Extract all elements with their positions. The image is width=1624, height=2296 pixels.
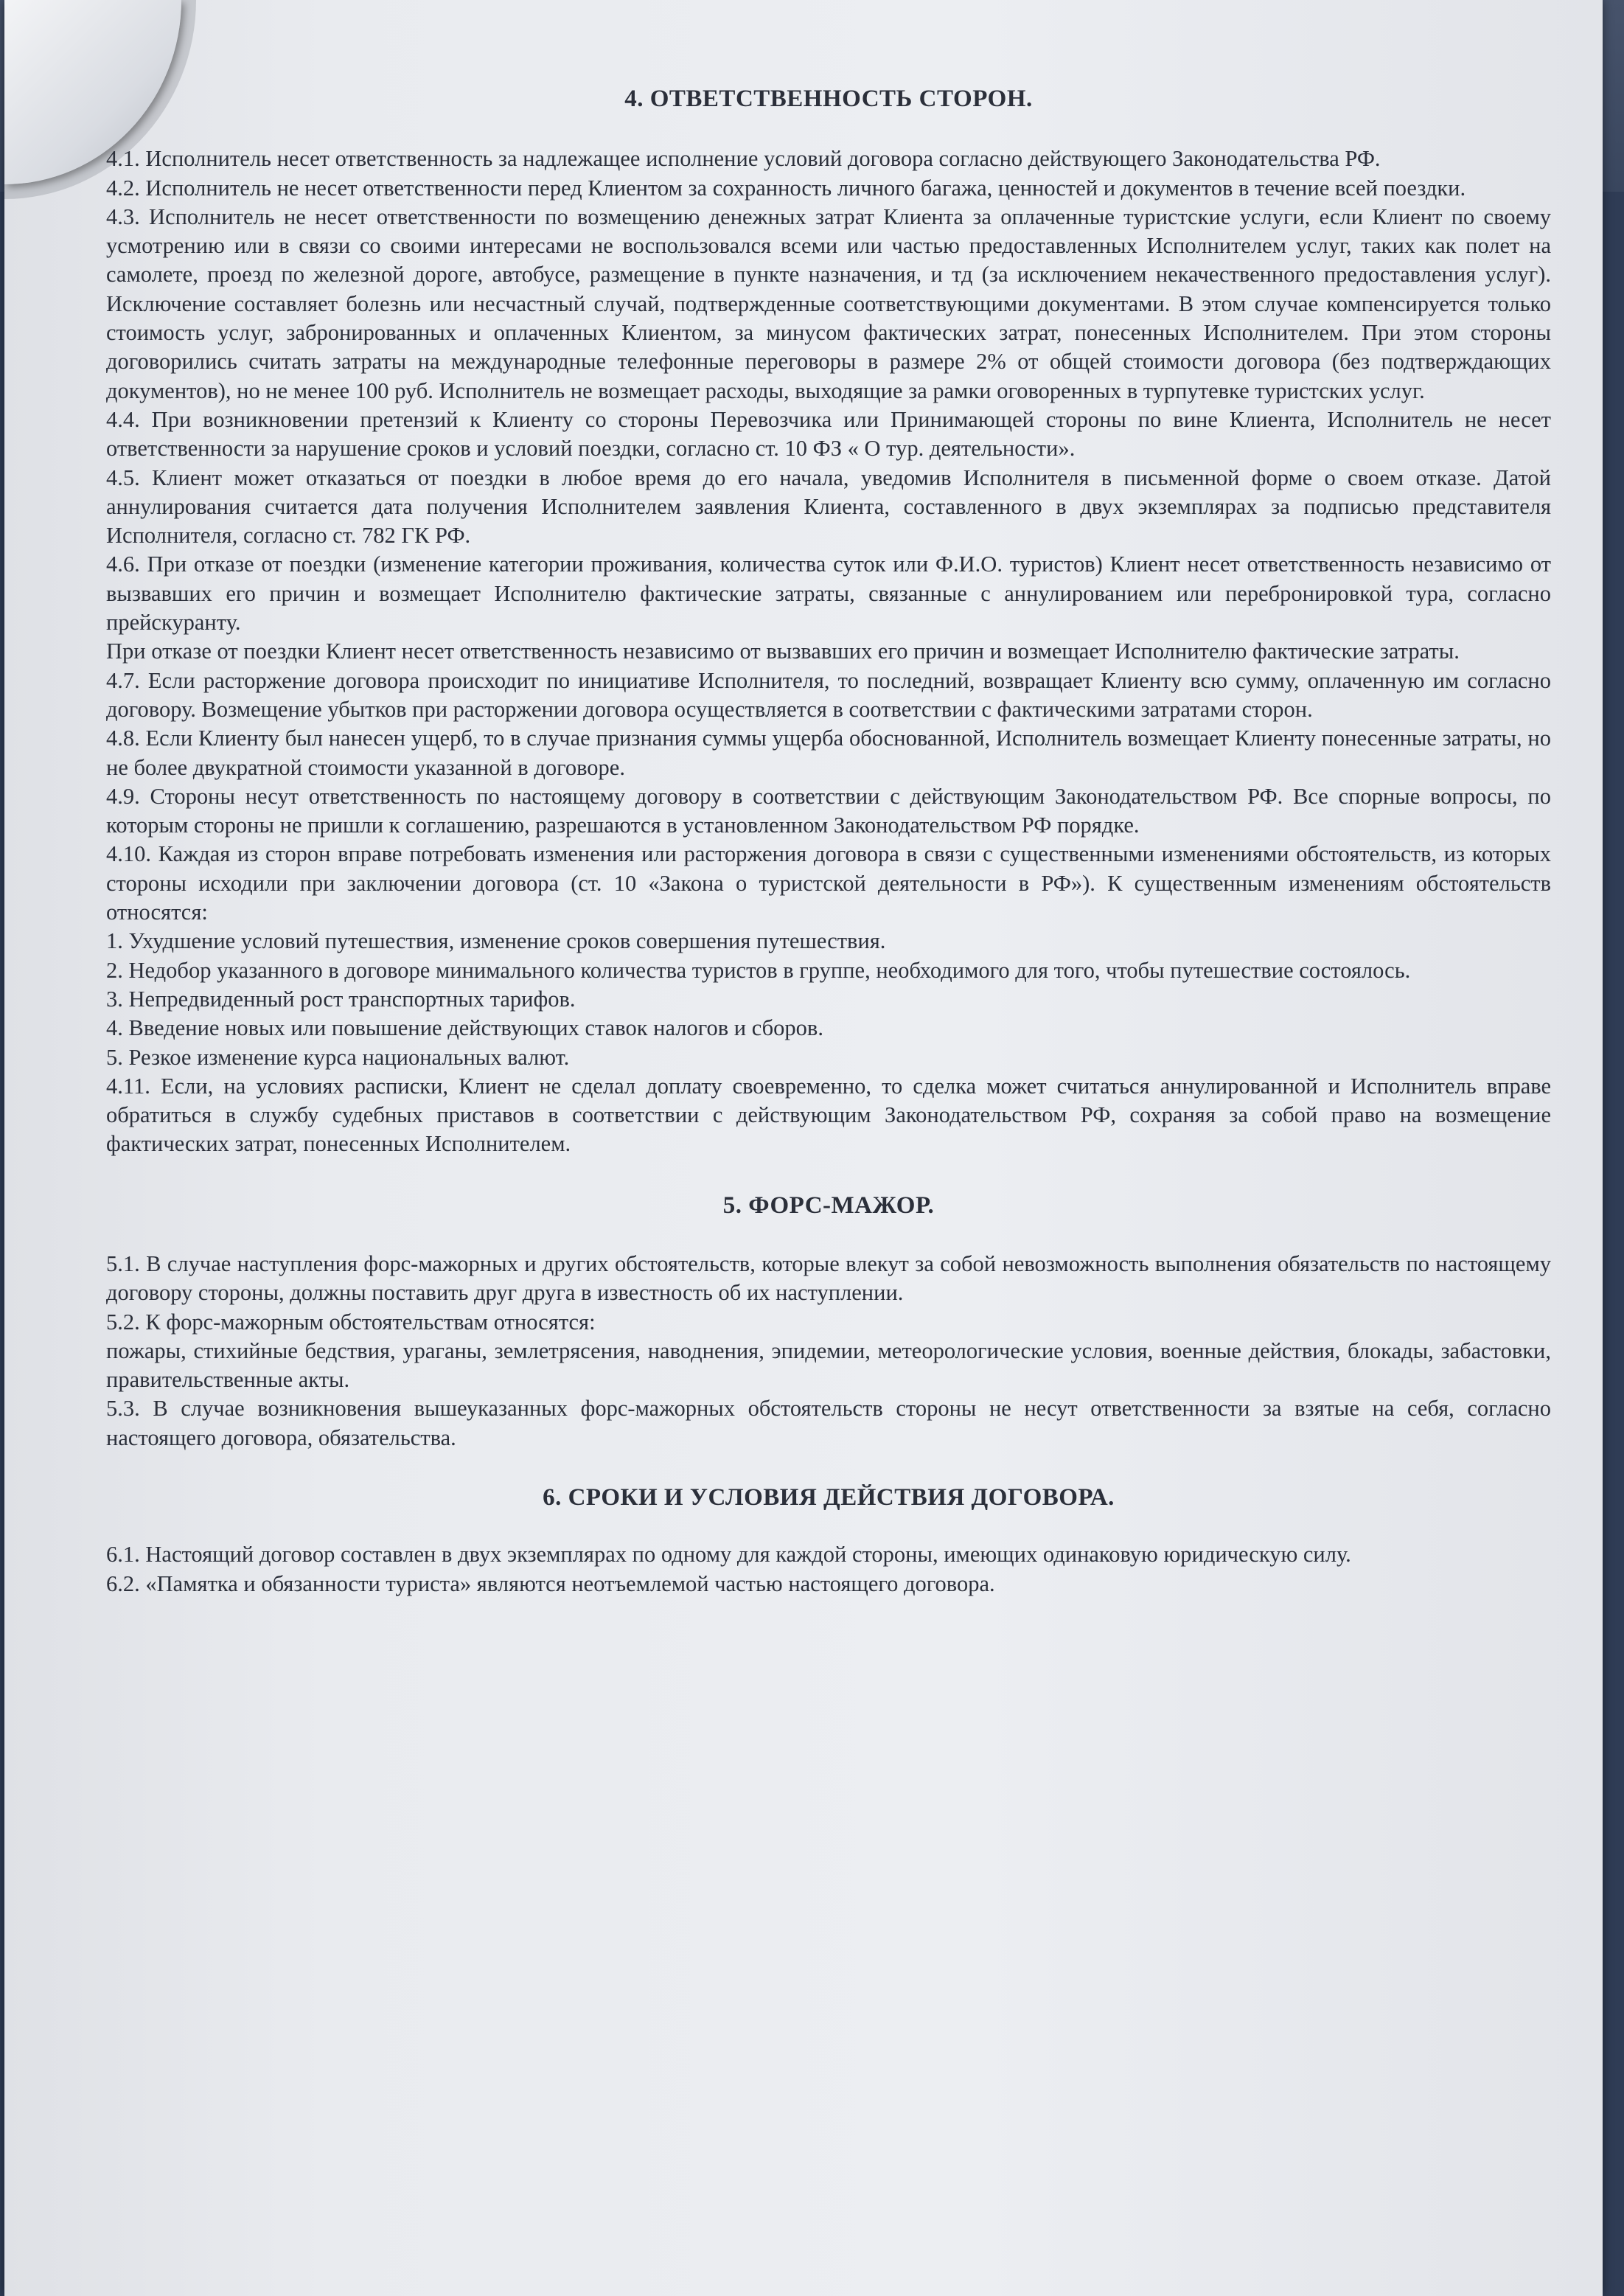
- clause-5-2-list: пожары, стихийные бедствия, ураганы, землетрясения, наводнения, эпидемии, метеорологические условия, военные действия, блокады, забастовки, правительственные акты.: [106, 1337, 1551, 1393]
- clause-6-2: 6.2. «Памятка и обязанности туриста» являются неотъемлемой частью настоящего договора.: [106, 1570, 995, 1596]
- clause-4-6: 4.6. При отказе от поездки (изменение категории проживания, количества суток или Ф.И.О. туристов) Клиент несет ответственность независимо от вызвавших его причин и возмещает Исполнителю фактические затраты, связанные с аннулированием или перебронировкой тура, согласно прейскуранту.: [106, 552, 1551, 636]
- list-item-3: 3. Непредвиденный рост транспортных тарифов.: [106, 986, 576, 1012]
- clause-5-1: 5.1. В случае наступления форс-мажорных и других обстоятельств, которые влекут за собой невозможность выполнения обязательств по настоящему договору стороны, должны поставить друг друга в известность об их наступлении.: [106, 1250, 1551, 1306]
- clause-6-1: 6.1. Настоящий договор составлен в двух экземплярах по одному для каждой стороны, имеющих одинаковую юридическую силу.: [106, 1542, 1351, 1568]
- clause-4-3: 4.3. Исполнитель не несет ответственности по возмещению денежных затрат Клиента за оплаченные туристские услуги, если Клиент по своему усмотрению или в связи со своими интересами не воспользовался всеми или частью предоставленных Исполнителем услуг, таких как полет на самолете, проезд по железной дороге, автобусе, размещение в пункте назначения, и тд (за исключением некачественного предоставления услуг). Исключение составляет болезнь или несчастный случай, подтвержденные соответствующими документами. В этом случае компенсируется только стоимость услуг, забронированных и оплаченных Клиентом, за минусом фактических затрат, понесенных Исполнителем. При этом стороны договорились считать затраты на международные телефонные переговоры в размере 2% от общей стоимости договора (без подтверждающих документов), но не менее 100 руб. Исполнитель не возмещает расходы, выходящие за рамки оговоренных в турпутевке туристских услуг.: [106, 203, 1551, 403]
- clause-4-4: 4.4. При возникновении претензий к Клиенту со стороны Перевозчика или Принимающей стороны по вине Клиента, Исполнитель не несет ответственности за нарушение сроков и условий поездки, согласно ст. 10 ФЗ « О тур. деятельности».: [106, 406, 1551, 462]
- clause-4-2: 4.2. Исполнитель не несет ответственности перед Клиентом за сохранность личного багажа, ценностей и документов в течение всей поездки.: [106, 175, 1466, 201]
- clause-4-10: 4.10. Каждая из сторон вправе потребовать изменения или расторжения договора в связи с существенными изменениями обстоятельств, из которых стороны исходили при заключении договора (ст. 10 «Закона о туристской деятельности в РФ»). К существенным изменениям обстоятельств относятся:: [106, 841, 1551, 925]
- document-body: [106, 85, 1551, 1598]
- clause-4-6-continuation: При отказе от поездки Клиент несет ответственность независимо от вызвавших его причин и возмещает Исполнителю фактические затраты.: [106, 639, 1460, 664]
- clause-4-9: 4.9. Стороны несут ответственность по настоящему договору в соответствии с действующим Законодательством РФ. Все спорные вопросы, по которым стороны не пришли к соглашению, разрешаются в установленном Законодательством РФ порядке.: [106, 783, 1551, 838]
- section-4-heading: 4. ОТВЕТСТВЕННОСТЬ СТОРОН.: [624, 86, 1033, 112]
- list-item-4: 4. Введение новых или повышение действующих ставок налогов и сборов.: [106, 1015, 823, 1041]
- clause-4-8: 4.8. Если Клиенту был нанесен ущерб, то в случае признания суммы ущерба обоснованной, Исполнитель возмещает Клиенту понесенные затраты, но не более двукратной стоимости указанной в договоре.: [106, 726, 1551, 780]
- list-item-1: 1. Ухудшение условий путешествия, изменение сроков совершения путешествия.: [106, 928, 886, 954]
- section-5-heading: 5. ФОРС-МАЖОР.: [722, 1192, 935, 1219]
- clause-5-2: 5.2. К форс-мажорным обстоятельствам относятся:: [106, 1309, 596, 1335]
- clause-4-5: 4.5. Клиент может отказаться от поездки в любое время до его начала, уведомив Исполнителя в письменной форме о своем отказе. Датой аннулирования считается дата получения Исполнителем заявления Клиента, составленного в двух экземплярах за подписью представителя Исполнителя, согласно ст. 782 ГК РФ.: [106, 465, 1551, 549]
- list-item-5: 5. Резкое изменение курса национальных валют.: [106, 1044, 570, 1070]
- clause-4-1: 4.1. Исполнитель несет ответственность за надлежащее исполнение условий договора согласно действующего Законодательства РФ.: [106, 146, 1381, 172]
- clause-5-3: 5.3. В случае возникновения вышеуказанных форс-мажорных обстоятельств стороны не несут ответственности за взятые на себя, согласно настоящего договора, обязательства.: [106, 1396, 1551, 1450]
- document-page: [4, 0, 1603, 2296]
- clause-4-11: 4.11. Если, на условиях расписки, Клиент не сделал доплату своевременно, то сделка может считаться аннулированной и Исполнитель вправе обратиться в службу судебных приставов в соответствии с действующим Законодательством РФ, сохраняя за собой право на возмещение фактических затрат, понесенных Исполнителем.: [106, 1073, 1551, 1157]
- list-item-2: 2. Недобор указанного в договоре минимального количества туристов в группе, необходимого для того, чтобы путешествие состоялось.: [106, 957, 1411, 983]
- section-6-heading: 6. СРОКИ И УСЛОВИЯ ДЕЙСТВИЯ ДОГОВОРА.: [543, 1484, 1115, 1511]
- clause-4-7: 4.7. Если расторжение договора происходит по инициативе Исполнителя, то последний, возвращает Клиенту всю сумму, оплаченную им согласно договору. Возмещение убытков при расторжении договора осуществляется в соответствии с фактическими затратами сторон.: [106, 667, 1551, 722]
